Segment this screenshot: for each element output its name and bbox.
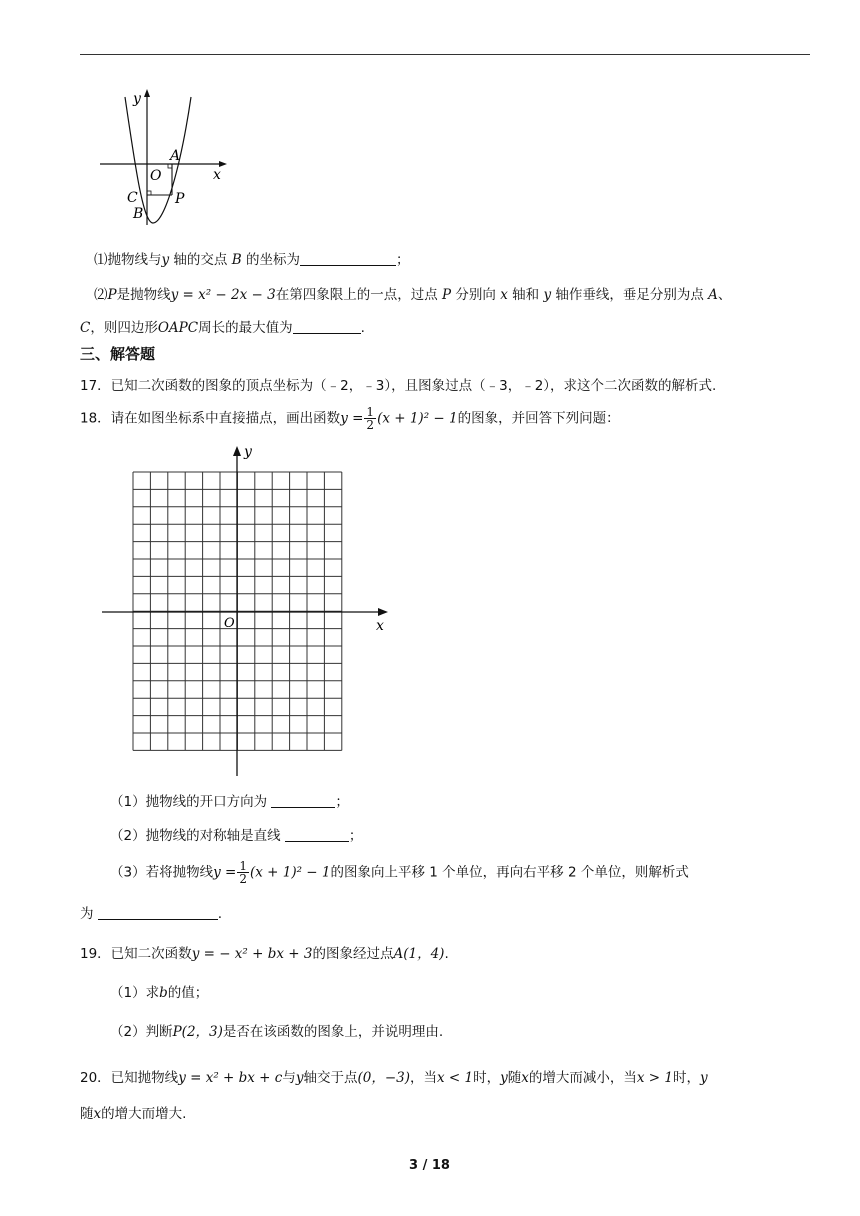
q18-sub2: （2）抛物线的对称轴是直线 ； [110, 828, 363, 844]
coordinate-grid[interactable] [98, 440, 398, 780]
q19-sub2: （2）判断P(2，3)是否在该函数的图象上，并说明理由. [110, 1024, 444, 1040]
grid-label-x: x [376, 618, 384, 634]
answer-blank[interactable] [98, 905, 218, 920]
q18-sub3: （3）若将抛物线y = $\frac{1}{2}$ (x + 1)² − 1的图象向上平移 1 个单位，再向右平移 2 个单位，则解析式 [110, 859, 689, 886]
section-title: 三、解答题 [80, 345, 156, 363]
answer-blank[interactable] [300, 251, 396, 266]
q18-sub3-line2: 为 . [80, 906, 223, 922]
header-rule [80, 54, 810, 55]
q16-part2-line2: C，则四边形OAPC周长的最大值为 . [80, 320, 365, 336]
fig1-label-b: B [133, 206, 144, 222]
q16-part2-line1: ⑵P是抛物线y = x² − 2x − 3在第四象限上的一点，过点 P 分别向 x 轴和 y 轴作垂线，垂足分别为点 A、 [94, 287, 732, 303]
q17-text: 17．已知二次函数的图象的顶点坐标为（﹣2，﹣3），且图象过点（﹣3，﹣2），求这个二次函数的解析式. [80, 378, 717, 394]
fraction-half: $\frac{1}{2}$ [366, 405, 375, 432]
q20-line2: 随x的增大而增大. [80, 1106, 187, 1122]
fig1-label-p: P [175, 191, 185, 207]
fig1-right-angle-c [147, 191, 151, 195]
fig1-label-x: x [213, 167, 221, 183]
q18-stem: 18．请在如图坐标系中直接描点，画出函数y = $\frac{1}{2}$ (x + 1)² − 1的图象，并回答下列问题： [80, 405, 620, 432]
parabola-figure [95, 85, 235, 235]
grid-label-o: O [224, 616, 235, 631]
fig1-label-o: O [150, 168, 162, 184]
fig1-y-arrow [144, 89, 150, 97]
q19-stem: 19．已知二次函数y = − x² + bx + 3的图象经过点A(1，4). [80, 946, 449, 962]
fig1-label-a: A [170, 148, 181, 164]
q16-part1: ⑴抛物线与y 轴的交点 B 的坐标为 ； [94, 252, 410, 268]
fig1-label-y: y [133, 91, 141, 107]
fig1-label-c: C [127, 190, 138, 206]
fig1-right-angle-a [168, 164, 172, 168]
answer-blank[interactable] [271, 793, 335, 808]
grid-label-y: y [244, 444, 252, 460]
q19-sub1: （1）求b的值； [110, 985, 209, 1001]
grid-y-arrow [233, 446, 241, 456]
grid-x-arrow [378, 608, 388, 616]
answer-blank[interactable] [285, 827, 349, 842]
answer-blank[interactable] [293, 319, 361, 334]
q18-sub1: （1）抛物线的开口方向为 ； [110, 794, 349, 810]
page-number: 3 / 18 [409, 1158, 450, 1173]
q20-stem: 20．已知抛物线y = x² + bx + c与y轴交于点(0，−3)，当x < 1时，y随x的增大而减小，当x > 1时，y [80, 1070, 708, 1086]
